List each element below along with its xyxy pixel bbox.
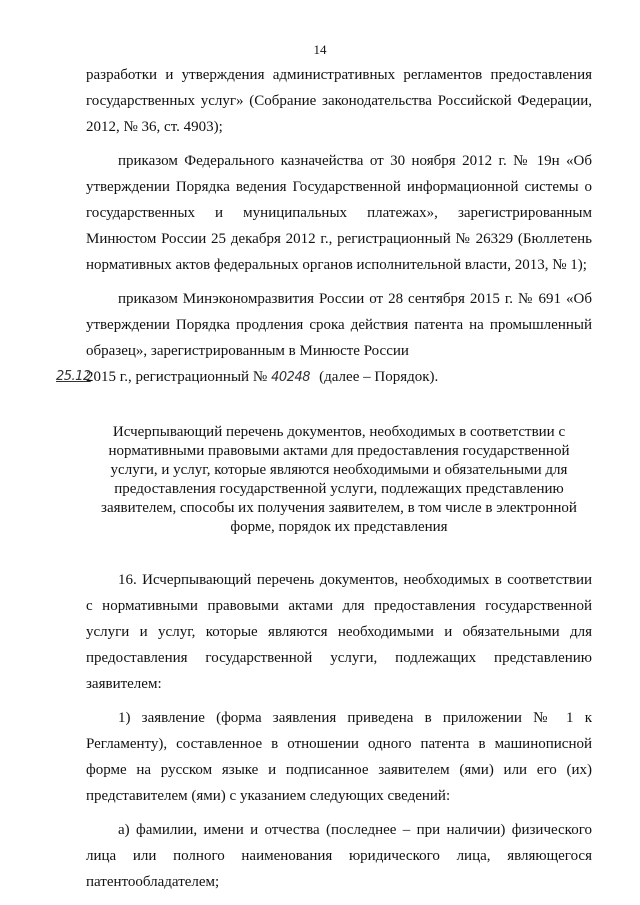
registration-tail-text: (далее – Порядок). (319, 369, 439, 385)
paragraph-item-a: а) фамилии, имени и отчества (последнее – при наличии) физического лица или полного наименования юридического лица, являющегося патентообладателем; (86, 822, 592, 890)
paragraph-item-1: 1) заявление (форма заявления приведена в приложении № 1 к Регламенту), составленное в отношении одного патента в машинописной форме на русском языке и подписанное заявителем (ями) или его (их) представителем (ями) с указанием следующих сведений: (86, 710, 592, 804)
handwritten-registration-date: 25.12 (56, 369, 91, 384)
paragraph-treasury-order: приказом Федерального казначейства от 30 ноября 2012 г. № 19н «Об утверждении Порядка ведения Государственной информационной системы о государственных и муниципальных платежах», зарегистрированным Минюстом России 25 декабря 2012 г., регистрационный № 26329 (Бюллетень нормативных актов федеральных органов исполнительной власти, 2013, № 1); (86, 153, 592, 273)
paragraph-ministry-order (56, 286, 592, 391)
page-number: 14 (313, 42, 327, 57)
section-heading: Исчерпывающий перечень документов, необходимых в соответствии с нормативными правовыми актами для предоставления государственной услуги, и услуг, которые являются необходимыми и обязательными для предоставления государственной услуги, подлежащих представлению заявителем, способы их получения заявителем, в том числе в электронной форме, порядок их представления (101, 424, 577, 535)
handwritten-registration-number: 40248 (271, 370, 310, 385)
paragraph-ministry-order-last-line (56, 364, 592, 391)
paragraph-regulations-continuation: разработки и утверждения административных регламентов предоставления государственных услуг» (Собрание законодательства Российской Федерации, 2012, № 36, ст. 4903); (86, 67, 592, 135)
document-body (56, 62, 592, 895)
paragraph-16: 16. Исчерпывающий перечень документов, необходимых в соответствии с нормативными правовыми актами для предоставления государственной услуги и услуг, которые являются необходимыми и обязательными для предоставления государственной услуги, подлежащих представлению заявителем: (86, 572, 592, 692)
paragraph-ministry-order-text: приказом Минэкономразвития России от 28 сентября 2015 г. № 691 «Об утверждении Порядка продления срока действия патента на промышленный образец», зарегистрированным в Минюсте России (86, 291, 592, 359)
registration-year-text: 2015 г., регистрационный № (86, 369, 268, 385)
